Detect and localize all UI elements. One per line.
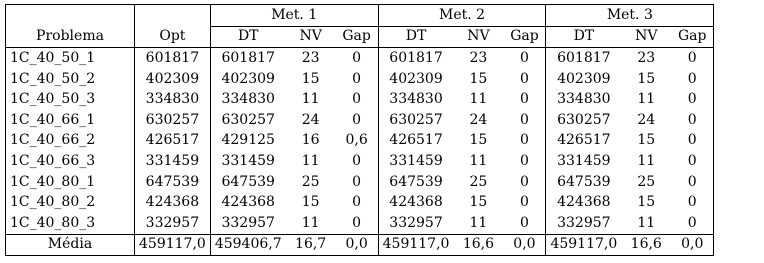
- column-header-opt: Opt: [135, 26, 211, 48]
- table-cell: 23: [637, 49, 656, 66]
- group-header-row: [6, 5, 714, 27]
- table-cell: 0: [519, 194, 529, 211]
- table-cell: 334830: [546, 89, 621, 110]
- table-cell: 647539: [210, 172, 285, 193]
- table-cell: 0: [519, 173, 529, 190]
- table-cell: 0: [352, 49, 362, 66]
- table-row: [6, 213, 714, 234]
- table-cell: 0: [519, 91, 529, 108]
- table-cell: 630257: [210, 110, 285, 131]
- table-cell: 15: [301, 70, 320, 87]
- table-cell: 426517: [135, 131, 211, 152]
- group-header-met3: Met. 3: [546, 5, 714, 27]
- table-cell: 647539: [546, 172, 621, 193]
- table-cell: 0: [519, 49, 529, 66]
- table-body: [6, 48, 714, 234]
- column-header-nv: NV: [621, 26, 671, 48]
- summary-cell: Média: [6, 234, 135, 256]
- table-cell: 334830: [135, 89, 211, 110]
- table-cell: 630257: [546, 110, 621, 131]
- table-cell: 15: [469, 70, 488, 87]
- table-cell: 334830: [378, 89, 453, 110]
- table-cell: 24: [637, 111, 656, 128]
- table-cell: 331459: [546, 151, 621, 172]
- table-cell: 15: [469, 132, 488, 149]
- summary-cell: 459117,0: [135, 234, 211, 256]
- table-cell: 0: [671, 192, 714, 213]
- table-cell: 0: [671, 48, 714, 69]
- table-row: [6, 48, 714, 69]
- results-table: [5, 4, 714, 256]
- table-cell: 332957: [210, 213, 285, 234]
- summary-cell: 0,0: [503, 234, 546, 256]
- table-cell: 424368: [546, 192, 621, 213]
- column-header-gap: Gap: [503, 26, 546, 48]
- column-header-gap: Gap: [671, 26, 714, 48]
- column-header-nv: NV: [286, 26, 336, 48]
- summary-cell: 0,0: [336, 234, 379, 256]
- table-row: [6, 89, 714, 110]
- group-header-met2: Met. 2: [378, 5, 546, 27]
- table-cell: 426517: [378, 131, 453, 152]
- summary-cell: 16,7: [286, 234, 336, 256]
- column-header-nv: NV: [453, 26, 503, 48]
- table-cell: 11: [469, 91, 488, 108]
- table-cell: 0: [671, 213, 714, 234]
- problem-name-cell: 1C_40_50_3: [6, 89, 135, 110]
- column-header-dt: DT: [210, 26, 285, 48]
- results-table-container: [5, 4, 714, 256]
- table-cell: 15: [637, 132, 656, 149]
- table-cell: 16: [301, 132, 320, 149]
- table-cell: 11: [301, 152, 320, 169]
- problem-name-cell: 1C_40_66_3: [6, 151, 135, 172]
- table-cell: 0: [519, 214, 529, 231]
- table-cell: 0: [352, 91, 362, 108]
- table-cell: 426517: [546, 131, 621, 152]
- table-cell: 0: [352, 152, 362, 169]
- summary-cell: 459406,7: [210, 234, 285, 256]
- table-cell: 25: [637, 173, 656, 190]
- table-cell: 331459: [378, 151, 453, 172]
- table-cell: 0: [671, 172, 714, 193]
- problem-name-cell: 1C_40_66_2: [6, 131, 135, 152]
- table-cell: 24: [469, 111, 488, 128]
- problem-name-cell: 1C_40_80_3: [6, 213, 135, 234]
- table-cell: 630257: [378, 110, 453, 131]
- table-cell: 429125: [210, 131, 285, 152]
- table-cell: 15: [469, 194, 488, 211]
- table-cell: 15: [637, 194, 656, 211]
- table-cell: 601817: [135, 48, 211, 69]
- table-cell: 647539: [378, 172, 453, 193]
- table-cell: 11: [469, 214, 488, 231]
- column-header-row: [6, 26, 714, 48]
- table-cell: 11: [301, 214, 320, 231]
- table-cell: 332957: [546, 213, 621, 234]
- table-cell: 0: [671, 110, 714, 131]
- table-cell: 601817: [378, 48, 453, 69]
- table-cell: 0: [352, 173, 362, 190]
- table-cell: 24: [301, 111, 320, 128]
- table-cell: 0: [671, 131, 714, 152]
- problem-name-cell: 1C_40_50_1: [6, 48, 135, 69]
- table-cell: 25: [301, 173, 320, 190]
- table-cell: 332957: [378, 213, 453, 234]
- table-cell: 0: [671, 69, 714, 90]
- table-row: [6, 151, 714, 172]
- table-cell: 331459: [135, 151, 211, 172]
- table-row: [6, 172, 714, 193]
- summary-row: [6, 234, 714, 256]
- column-header-gap: Gap: [336, 26, 379, 48]
- table-cell: 0: [352, 214, 362, 231]
- table-cell: 647539: [135, 172, 211, 193]
- table-cell: 424368: [135, 192, 211, 213]
- table-cell: 0: [519, 132, 529, 149]
- summary-cell: 16,6: [453, 234, 503, 256]
- table-cell: 11: [301, 91, 320, 108]
- table-cell: 23: [301, 49, 320, 66]
- table-cell: 331459: [210, 151, 285, 172]
- table-cell: 601817: [210, 48, 285, 69]
- table-cell: 11: [469, 152, 488, 169]
- table-cell: 332957: [135, 213, 211, 234]
- table-cell: 402309: [135, 69, 211, 90]
- group-header-met1: Met. 1: [210, 5, 378, 27]
- table-cell: 334830: [210, 89, 285, 110]
- problem-name-cell: 1C_40_80_1: [6, 172, 135, 193]
- problem-name-cell: 1C_40_80_2: [6, 192, 135, 213]
- summary-cell: 0,0: [671, 234, 714, 256]
- table-row: [6, 69, 714, 90]
- column-header-problema: Problema: [6, 26, 135, 48]
- summary-cell: 16,6: [621, 234, 671, 256]
- table-cell: 0: [519, 152, 529, 169]
- table-cell: 0: [352, 194, 362, 211]
- column-header-dt: DT: [378, 26, 453, 48]
- summary-cell: 459117,0: [546, 234, 621, 256]
- table-cell: 0: [352, 111, 362, 128]
- table-cell: 11: [637, 91, 656, 108]
- table-cell: 424368: [210, 192, 285, 213]
- table-cell: 25: [469, 173, 488, 190]
- summary-cell: 459117,0: [378, 234, 453, 256]
- table-cell: 424368: [378, 192, 453, 213]
- table-cell: 23: [469, 49, 488, 66]
- table-cell: 630257: [135, 110, 211, 131]
- table-cell: 11: [637, 152, 656, 169]
- table-cell: 402309: [210, 69, 285, 90]
- table-cell: 0: [671, 151, 714, 172]
- table-cell: 0: [352, 70, 362, 87]
- table-cell: 0: [519, 111, 529, 128]
- table-cell: 15: [301, 194, 320, 211]
- problem-name-cell: 1C_40_50_2: [6, 69, 135, 90]
- table-cell: 11: [637, 214, 656, 231]
- table-cell: 402309: [378, 69, 453, 90]
- table-cell: 15: [637, 70, 656, 87]
- table-cell: 0: [671, 89, 714, 110]
- table-cell: 0: [519, 70, 529, 87]
- table-row: [6, 192, 714, 213]
- column-header-dt: DT: [546, 26, 621, 48]
- table-row: [6, 131, 714, 152]
- table-cell: 402309: [546, 69, 621, 90]
- problem-name-cell: 1C_40_66_1: [6, 110, 135, 131]
- table-cell: 601817: [546, 48, 621, 69]
- table-row: [6, 110, 714, 131]
- table-cell: 0,6: [345, 132, 368, 149]
